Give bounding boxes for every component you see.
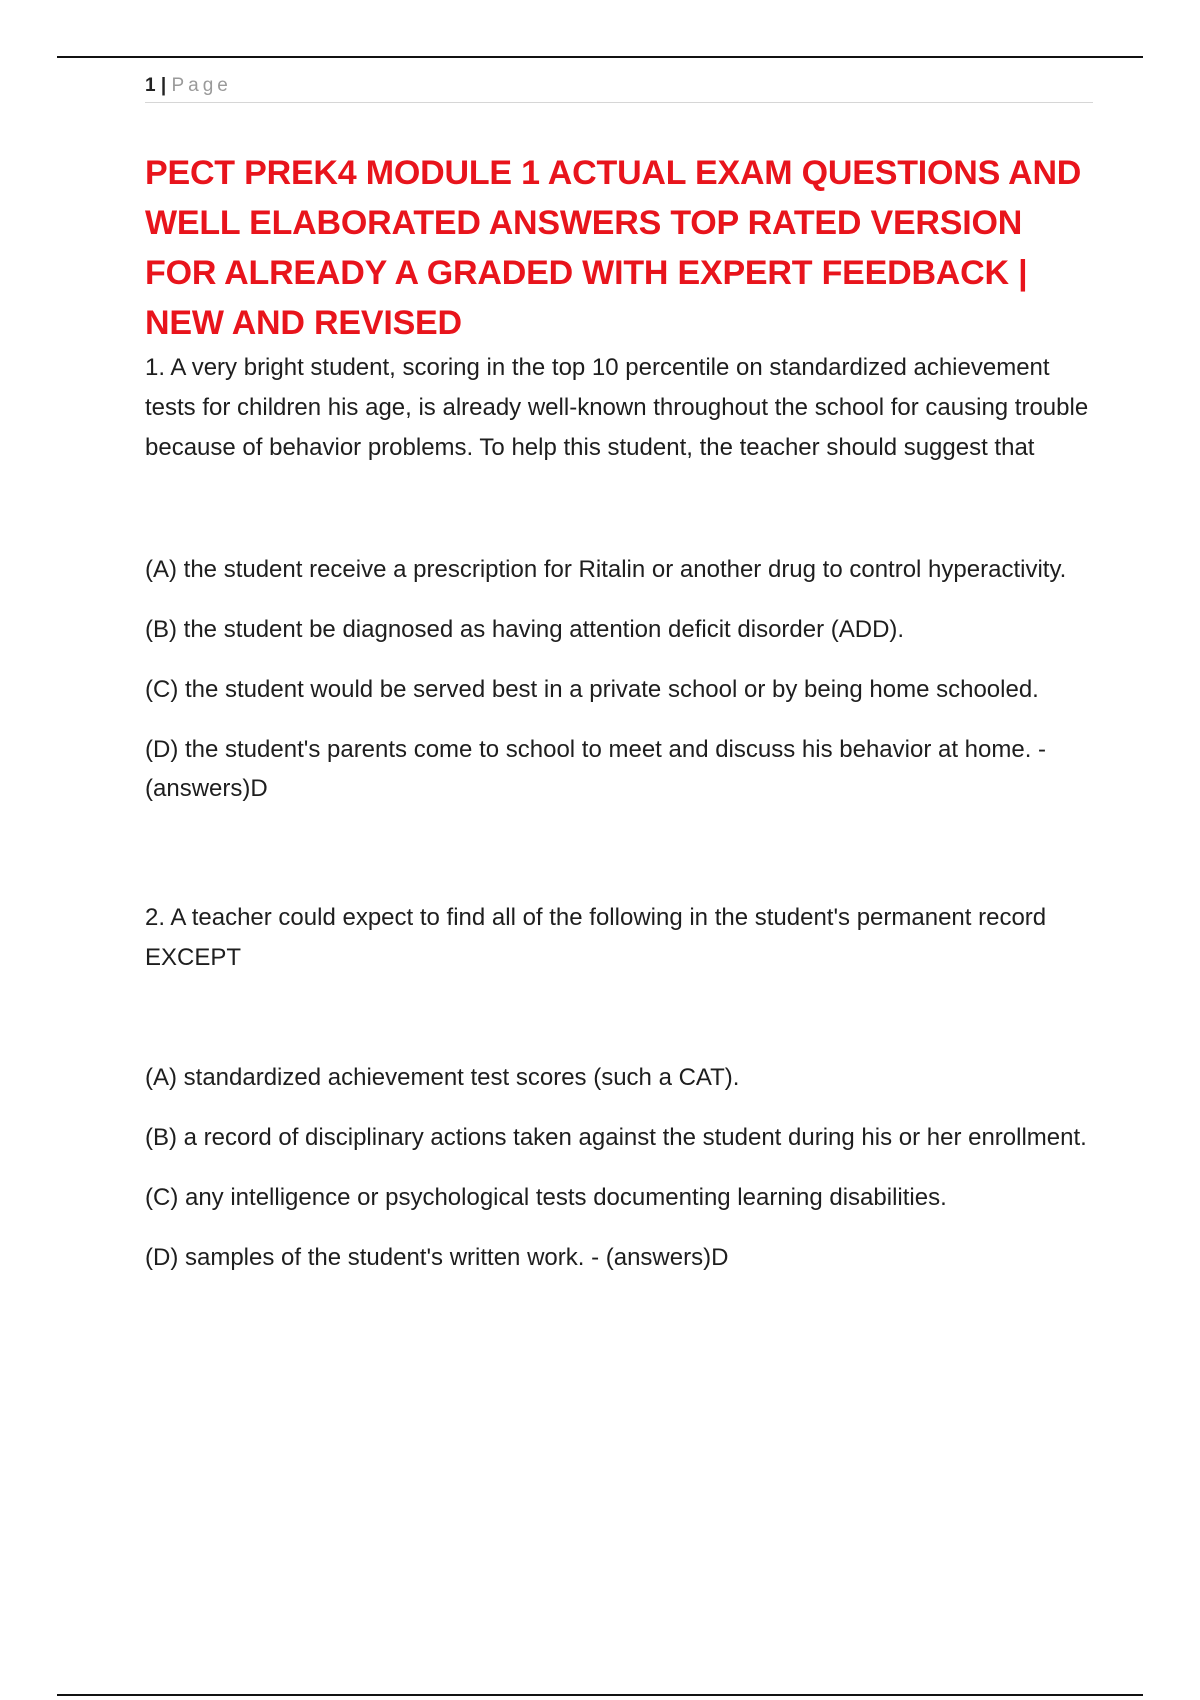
question-1-option-c: (C) the student would be served best in a private school or by being home schooled. — [145, 676, 1039, 703]
question-2-option-c: (C) any intelligence or psychological tests documenting learning disabilities. — [145, 1184, 947, 1211]
question-1-option-b: (B) the student be diagnosed as having attention deficit disorder (ADD). — [145, 616, 905, 643]
document-title: PECT PREK4 MODULE 1 ACTUAL EXAM QUESTIONS AND WELL ELABORATED ANSWERS TOP RATED VERSION FOR ALREADY A GRADED WITH EXPERT FEEDBACK | NEW AND REVISED — [145, 154, 1082, 342]
question-1-option-d: (D) the student's parents come to school to meet and discuss his behavior at home. - (answers)D — [145, 736, 1047, 802]
question-2-option-d: (D) samples of the student's written work. - (answers)D — [145, 1244, 729, 1271]
question-2-option-b: (B) a record of disciplinary actions taken against the student during his or her enrollment. — [145, 1124, 1087, 1151]
question-2-option-a: (A) standardized achievement test scores (such a CAT). — [145, 1064, 740, 1091]
question-1-stem: 1. A very bright student, scoring in the top 10 percentile on standardized achievement tests for children his age, is already well-known throughout the school for causing trouble because of behavior problems. To help this student, the teacher should suggest that — [145, 354, 1089, 461]
bottom-rule — [57, 1694, 1143, 1696]
question-1-option-a: (A) the student receive a prescription for Ritalin or another drug to control hyperactivity. — [145, 556, 1067, 583]
question-2-stem: 2. A teacher could expect to find all of the following in the student's permanent record EXCEPT — [145, 904, 1047, 971]
page-header — [145, 74, 1093, 103]
question-1 — [145, 348, 1095, 808]
page-number: 1 — [145, 75, 156, 96]
question-2 — [145, 898, 1095, 1277]
document-body — [145, 148, 1095, 1277]
top-rule — [57, 56, 1143, 58]
page-separator: | — [160, 75, 167, 96]
page-label: Page — [171, 75, 232, 96]
